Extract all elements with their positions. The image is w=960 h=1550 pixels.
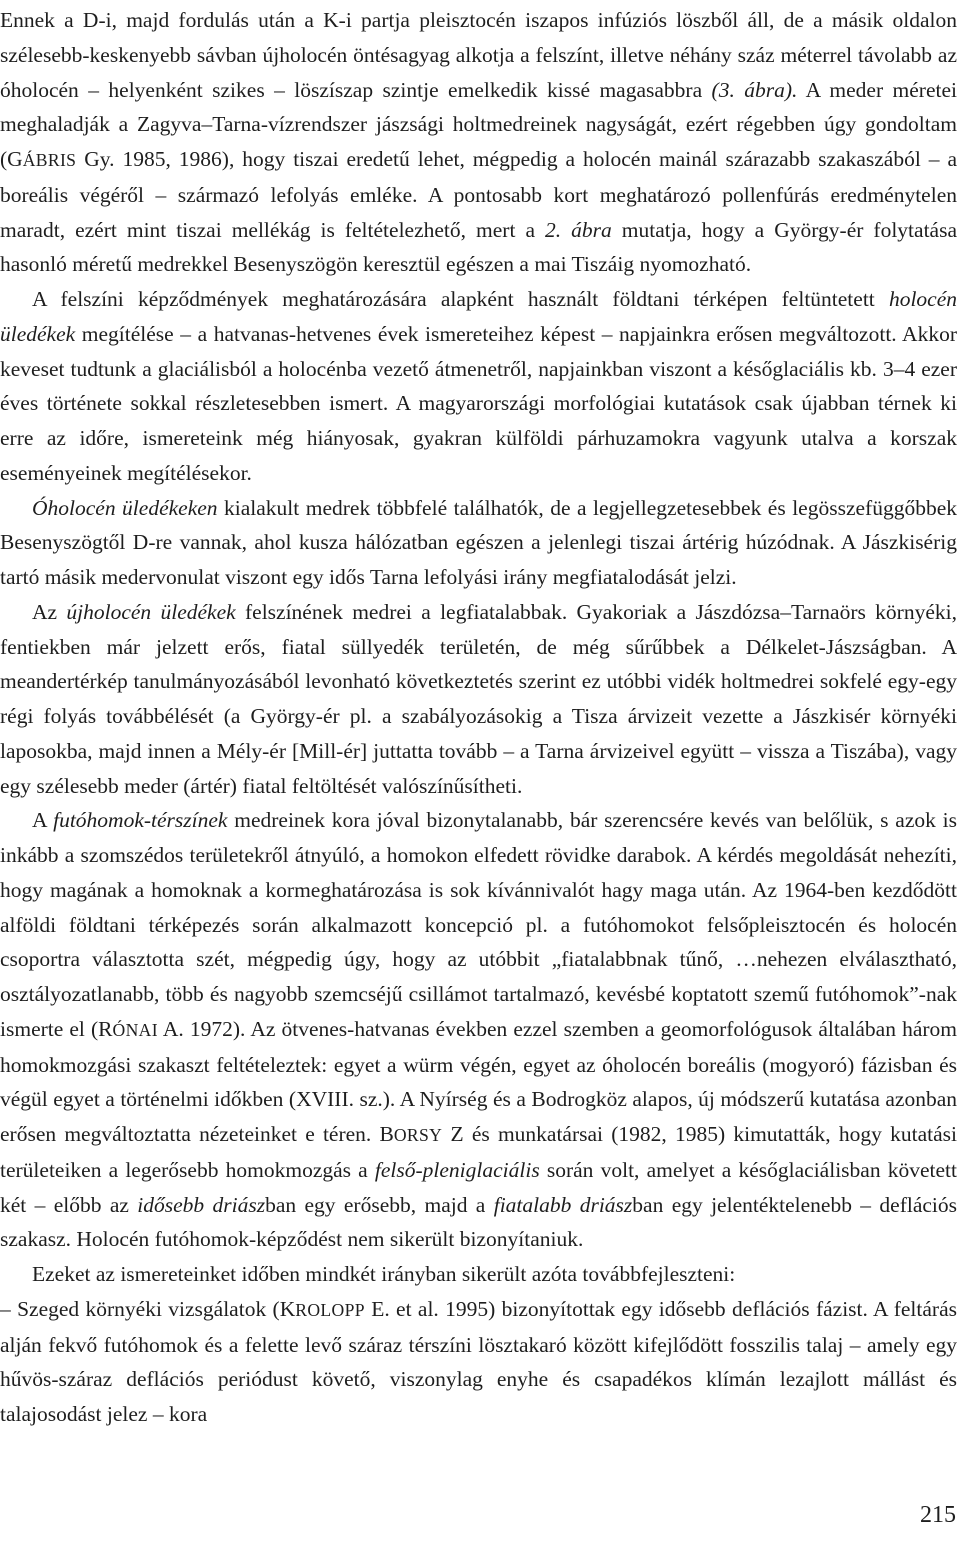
emphasis-term: fiatalabb driász (493, 1192, 633, 1217)
text-run: Z és munkatársai (1982, 1985) kimutatták, hogy kutatási területeiken a legerősebb homokmozgás a (0, 1122, 957, 1182)
text-run: – Szeged környéki vizsgálatok (K (0, 1296, 296, 1321)
paragraph-4 (0, 595, 957, 804)
text-run: A felszíni képződmények meghatározására alapként használt földtani térképen feltüntetett (32, 287, 889, 311)
figure-reference: 2. ábra (545, 217, 612, 242)
paragraph-6 (0, 1257, 957, 1292)
emphasis-term: újholocén üledékek (66, 599, 236, 624)
text-run: kialakult medrek többfelé találhatók, de a legjellegzetesebbek és legösszefüggőbbek Besenyszögtől D-re vannak, ahol kusza hálózatban egészen a jelenlegi tiszai ártérig húzódnak. A Jászkisérig tartó másik medervonulat viszont egy idős Tarna lefolyási irány megfiatalodását jelzi. (0, 495, 957, 589)
text-run: mutatja, hogy a György-ér folytatása hasonló méretű medrekkel Besenyszögön keresztül egészen a mai Tiszáig nyomozható. (0, 217, 957, 277)
emphasis-term: Óholocén üledékeken (32, 495, 218, 520)
text-run: Ezeket az ismereteinket időben mindkét irányban sikerült azóta továbbfejleszteni: (32, 1262, 736, 1286)
author-name-smallcaps: ÁBRIS (22, 150, 77, 170)
paragraph-7 (0, 1292, 957, 1432)
body-text (0, 3, 957, 1432)
author-name-smallcaps: ORSY (393, 1125, 443, 1145)
text-run: megítélése – a hatvanas-hetvenes évek ismereteihez képest – napjainkra erősen megváltozott. Akkor keveset tudtunk a glaciálisból a holocénba vezető átmenetről, napjainkban viszont a későglaciális kb. 3–4 ezer éves története sokkal részletesebben ismert. A magyarországi morfológiai kutatások csak újabban térnek ki erre az időre, ismereteink még hiányosak, gyakran külföldi párhuzamokra vagyunk utalva a korszak eseményeinek megítélésekor. (0, 321, 957, 485)
text-run: E. et al. 1995) bizonyítottak egy idősebb deflációs fázist. A feltárás alján fekvő futóhomok és a felette levő száraz térszíni lösztakaró között kifejlődött fosszilis talaj – amely egy hűvös-száraz deflációs periódust követő, viszonylag enyhe és csapadékos klímán lezajlott mállást és talajosodást jelez – kora (0, 1296, 957, 1426)
emphasis-term: felső-pleniglaciális (374, 1157, 540, 1182)
text-run: ban egy jelentéktelenebb – deflációs szakasz. Holocén futóhomok-képződést nem sikerült bizonyítaniuk. (0, 1192, 958, 1252)
emphasis-term: futóhomok-térszínek (53, 808, 228, 833)
paragraph-1 (0, 3, 957, 282)
text-run: Ennek a D-i, majd fordulás után a K-i partja pleisztocén iszapos infúziós löszből áll, de a másik oldalon szélesebb-keskenyebb sávban újholocén öntésagyag alkotja a felszínt, illetve néhány száz méterrel távolabb az óholocén – helyenként szikes – löszíszap szintje emelkedik kissé magasabbra (0, 8, 957, 102)
page-number: 215 (920, 1502, 956, 1528)
paragraph-2 (0, 282, 957, 491)
paragraph-5 (0, 803, 957, 1257)
text-run: során volt, amelyet a későglaciálisban követett két – előbb az (0, 1157, 957, 1217)
author-name-smallcaps: ROLOPP (295, 1299, 365, 1320)
text-run: A. 1972). Az ötvenes-hatvanas években ezzel szemben a geomorfológusok általában három homokmozgási szakaszt feltételeztek: egyet a würm végén, egyet az óholocén boreális (mogyoró) fázisban és végül egyet a történelmi időkben (XVIII. sz.). A Nyírség és a Bodrogköz alapos, új módszerű kutatása azonban erősen megváltoztatta nézeteinket e téren. B (0, 1016, 957, 1146)
text-run: medreinek kora jóval bizonytalanabb, bár szerencsére kevés van belőlük, s azok is inkább a szomszédos területekről átnyúló, a homokon elfedett rövidke darabok. A kérdés megoldását nehezíti, hogy magának a homoknak a kormeghatározása is sok kívánnivalót hagy maga után. Az 1964-ben kezdődött alföldi földtani térképezés során alkalmazott koncepció pl. a futóhomokot felsőpleisztocén és holocén csoportra választotta szét, mégpedig úgy, hogy az utóbbit „fiatalabbnak tűnő, …nehezen elválasztható, osztályozatlanabb, több és nagyobb szemcséjű csillámot tartalmazó, kevésbé koptatott szemű futóhomok”-nak ismerte el (R (0, 808, 957, 1041)
text-run: A meder méretei meghaladják a Zagyva–Tarna-vízrendszer jászsági holtmedreinek nagyságát, ezért régebben úgy gondoltam (G (0, 77, 957, 171)
text-run: A (32, 808, 54, 833)
paragraph-3 (0, 491, 957, 595)
text-run: Az (32, 599, 67, 624)
figure-reference: (3. ábra). (711, 77, 798, 102)
text-run: Gy. 1985, 1986), hogy tiszai eredetű lehet, mégpedig a holocén mainál szárazabb szakaszából – a boreális végéről – származó lefolyás emléke. A pontosabb kort meghatározó pollenfúrás eredménytelen maradt, ezért mint tiszai mellékág is feltételezhető, mert a (0, 147, 957, 242)
text-run: felszínének medrei a legfiatalabbak. Gyakoriak a Jászdózsa–Tarnaörs környéki, fentiekben már jelzett erős, fiatal süllyedék területén, de még sűrűbbek a Délkelet-Jászságban. A meandertérkép tanulmányozásából levonható következtetés szerint ez utóbbi vidék holtmedrei sokfelé egy-egy régi folyás továbbélését (a György-ér pl. a szabályozásokig a Tisza árvizeit vezette a Jászkisér környéki laposokba, majd innen a Mély-ér [Mill-ér] juttatta tovább – a Tarna árvizeivel együtt – vissza a Tiszába), vagy egy szélesebb meder (ártér) fiatal feltöltését valószínűsítheti. (0, 599, 957, 798)
text-run: ban egy erősebb, majd a (265, 1192, 494, 1217)
emphasis-term: holocén üledékek (0, 287, 957, 346)
author-name-smallcaps: ÓNAI (112, 1019, 158, 1040)
emphasis-term: idősebb driász (137, 1192, 266, 1217)
